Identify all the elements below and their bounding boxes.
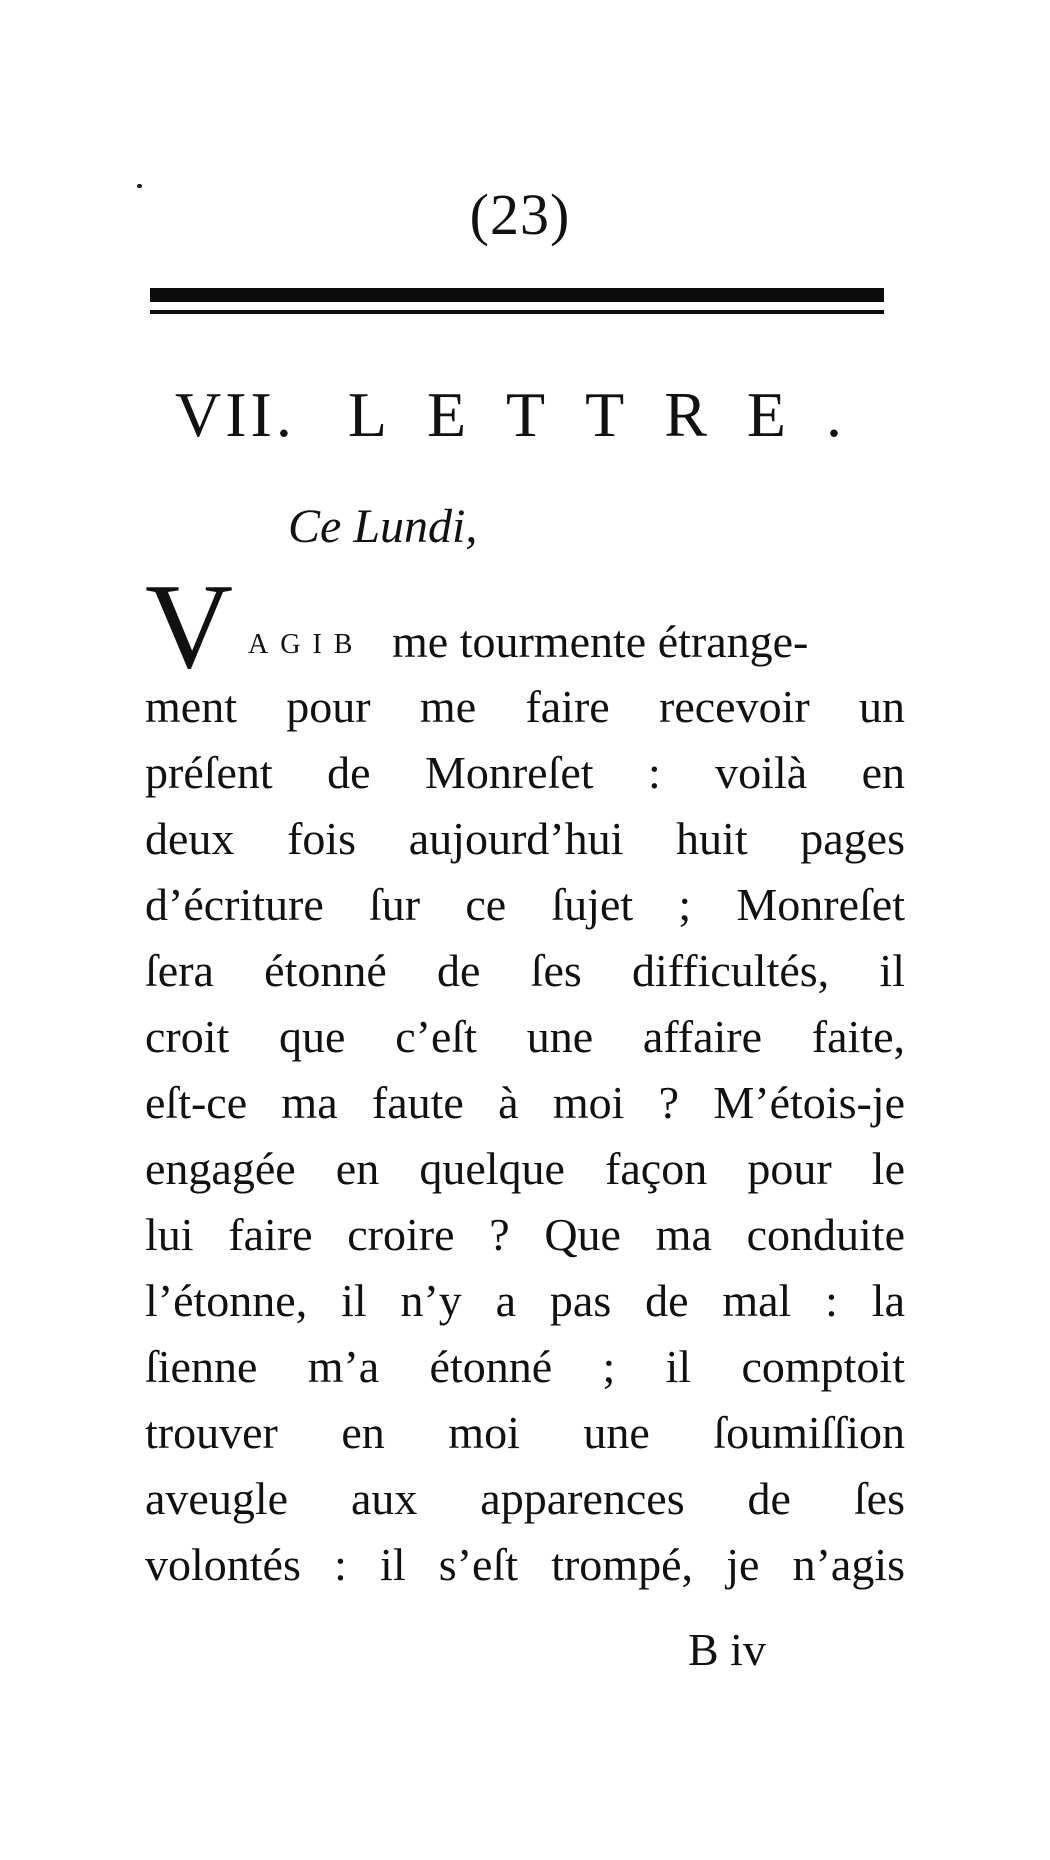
text-line: ſienne m’a étonné ; il comptoit: [145, 1341, 905, 1392]
header-rule-thin: [150, 310, 884, 314]
drop-cap: V: [145, 559, 234, 694]
letter-title: LETTRE.: [347, 379, 882, 450]
text-line: d’écriture ſur ce ſujet ; Monreſet: [145, 879, 905, 930]
text-line: l’étonne, il n’y a pas de mal : la: [145, 1275, 905, 1326]
letter-body: [145, 674, 905, 1598]
text-line: volontés : il s’eſt trompé, je n’agis: [145, 1539, 905, 1590]
text-line: préſent de Monreſet : voilà en: [145, 747, 905, 798]
text-line: ment pour me faire recevoir un: [145, 681, 905, 732]
header-rule-thick: [150, 288, 884, 302]
text-line: engagée en quelque façon pour le: [145, 1143, 905, 1194]
salutation: Ce Lundi,: [288, 500, 478, 553]
text-line: lui faire croire ? Que ma conduite: [145, 1209, 905, 1260]
page-number: (23): [469, 182, 571, 247]
text-line: aveugle aux apparences de ſes: [145, 1473, 905, 1524]
text-line: deux fois aujourd’hui huit pages: [145, 813, 905, 864]
text-line: trouver en moi une ſoumiſſion: [145, 1407, 905, 1458]
text-line: eſt-ce ma faute à moi ? M’étois-je: [145, 1077, 905, 1128]
first-line-text: me tourmente étrange-: [392, 616, 809, 667]
lead-small-caps: AGIB: [248, 629, 365, 660]
text-line: croit que c’eſt une affaire faite,: [145, 1011, 905, 1062]
text-line: ſera étonné de ſes difficultés, il: [145, 945, 905, 996]
signature-mark: B iv: [688, 1624, 766, 1675]
letter-numeral: VII.: [175, 379, 296, 450]
ink-speck: [137, 184, 142, 188]
letter-heading: [175, 370, 895, 460]
